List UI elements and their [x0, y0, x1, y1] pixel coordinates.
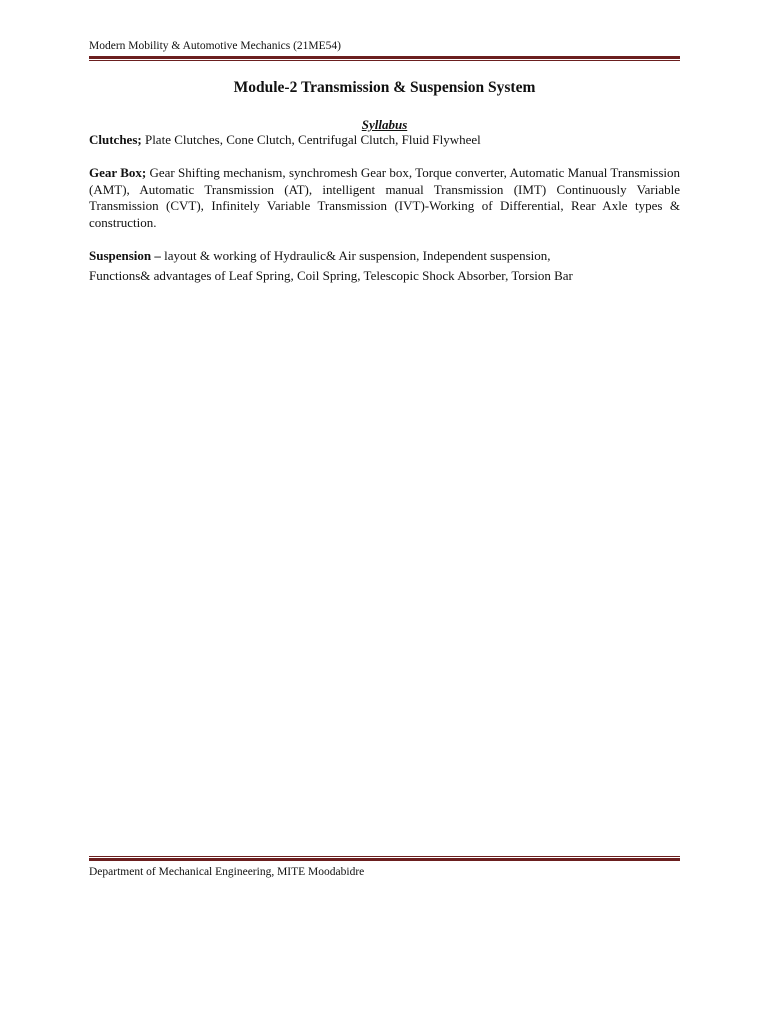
header-divider [89, 56, 680, 61]
clutches-heading: Clutches; [89, 132, 142, 147]
page-title: Module-2 Transmission & Suspension System [233, 79, 536, 96]
header-course-title: Modern Mobility & Automotive Mechanics (21ME54) [89, 40, 342, 52]
suspension-heading: Suspension – [89, 248, 161, 263]
clutches-text: Plate Clutches, Cone Clutch, Centrifugal Clutch, Fluid Flywheel [141, 132, 481, 147]
gear-box-heading: Gear Box; [89, 165, 147, 180]
gear-box-text: Gear Shifting mechanism, synchromesh Gear box, Torque converter, Automatic Manual Transmission (AMT), Automatic Transmission (AT), intelligent manual Transmission (IMT) Continuously Variable Transmission (CVT), Infinitely Variable Transmission (IVT)-Working of Differential, Rear Axle types & construction. [89, 165, 680, 230]
header-divider-thin [89, 60, 680, 61]
clutches-paragraph [89, 132, 680, 149]
suspension-paragraph [89, 248, 680, 265]
suspension-text: layout & working of Hydraulic& Air suspension, Independent suspension, [160, 248, 551, 263]
footer-department: Department of Mechanical Engineering, MITE Moodabidre [89, 866, 365, 878]
footer-divider [89, 856, 680, 861]
suspension-paragraph-line2: Functions& advantages of Leaf Spring, Coil Spring, Telescopic Shock Absorber, Torsion Bar [89, 268, 573, 283]
syllabus-label: Syllabus [361, 117, 408, 132]
footer-divider-thick [89, 858, 680, 861]
gear-box-paragraph [89, 165, 680, 231]
